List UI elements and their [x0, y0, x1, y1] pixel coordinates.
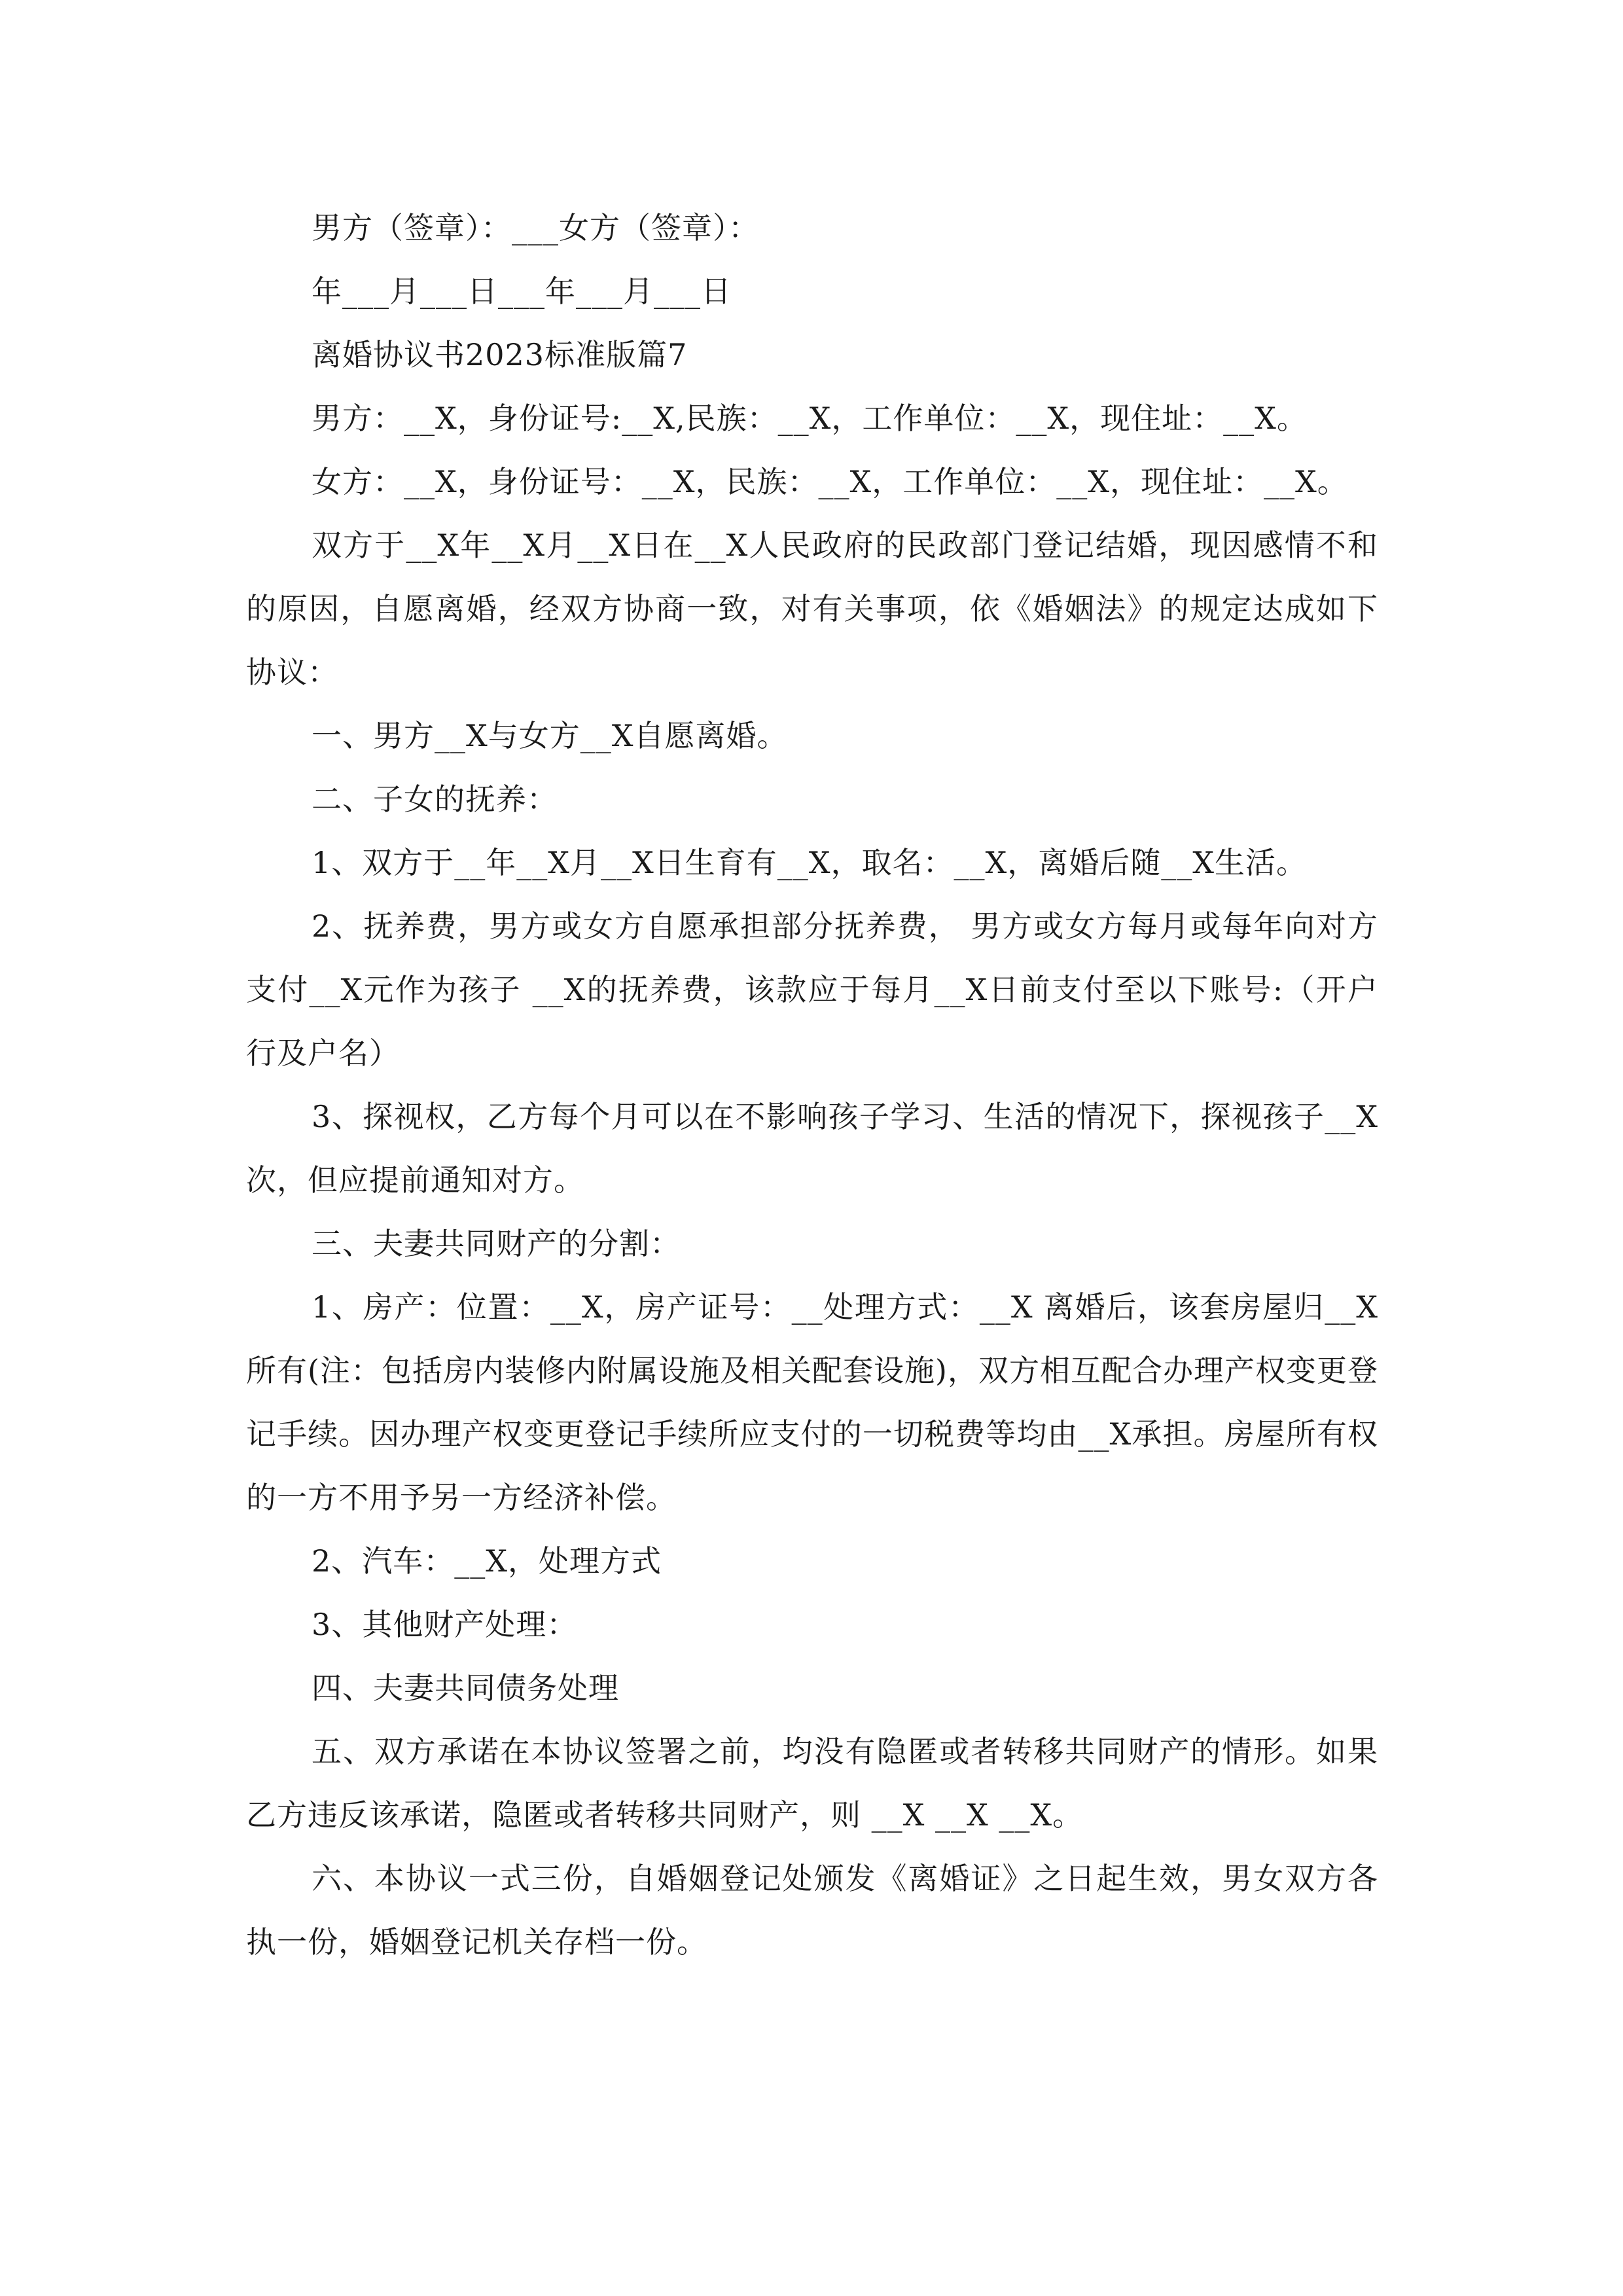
clause-2-1: 1、双方于__年__X月__X日生育有__X，取名：__X，离婚后随__X生活。 [312, 845, 1308, 880]
clause-5: 五、双方承诺在本协议签署之前，均没有隐匿或者转移共同财产的情形。如果乙方违反该承诺，隐匿或者转移共同财产，则 __X __X __X。 [246, 1734, 1378, 1833]
clause-2-title: 二、子女的抚养： [312, 781, 558, 817]
clause-3-2: 2、汽车：__X，处理方式 [312, 1543, 662, 1579]
clause-3-3: 3、其他财产处理： [312, 1607, 578, 1642]
woman-info: 女方：__X，身份证号：__X，民族：__X，工作单位：__X，现住址：__X。 [312, 464, 1348, 499]
clause-6: 六、本协议一式三份，自婚姻登记处颁发《离婚证》之日起生效，男女双方各执一份，婚姻登记机关存档一份。 [246, 1861, 1378, 1960]
clause-4: 四、夫妻共同债务处理 [312, 1670, 619, 1706]
clause-2-2: 2、抚养费，男方或女方自愿承担部分抚养费， 男方或女方每月或每年向对方支付__X元作为孩子 __X的抚养费，该款应于每月__X日前支付至以下账号:（开户行及户名） [246, 908, 1378, 1071]
document-page [246, 196, 1378, 1974]
signature-line: 男方（签章）：___女方（签章）： [312, 210, 759, 245]
date-line: 年___月___日___年___月___日 [312, 274, 732, 309]
intro-paragraph: 双方于__X年__X月__X日在__X人民政府的民政部门登记结婚，现因感情不和的原因，自愿离婚，经双方协商一致，对有关事项，依《婚姻法》的规定达成如下协议： [246, 528, 1378, 690]
section-title: 离婚协议书2023标准版篇7 [312, 337, 688, 372]
clause-3-title: 三、夫妻共同财产的分割： [312, 1226, 681, 1261]
man-info: 男方：__X，身份证号:__X,民族：__X，工作单位：__X，现住址：__X。 [312, 401, 1308, 436]
clause-2-3: 3、探视权，乙方每个月可以在不影响孩子学习、生活的情况下，探视孩子__X次，但应提前通知对方。 [246, 1099, 1378, 1198]
clause-3-1: 1、房产：位置：__X，房产证号：__处理方式：__X 离婚后，该套房屋归__X所有(注：包括房内装修内附属设施及相关配套设施)，双方相互配合办理产权变更登记手续。因办理产权变更登记手续所应支付的一切税费等均由__X承担。房屋所有权的一方不用予另一方经济补偿。 [246, 1289, 1378, 1515]
clause-1: 一、男方__X与女方__X自愿离婚。 [312, 718, 788, 753]
